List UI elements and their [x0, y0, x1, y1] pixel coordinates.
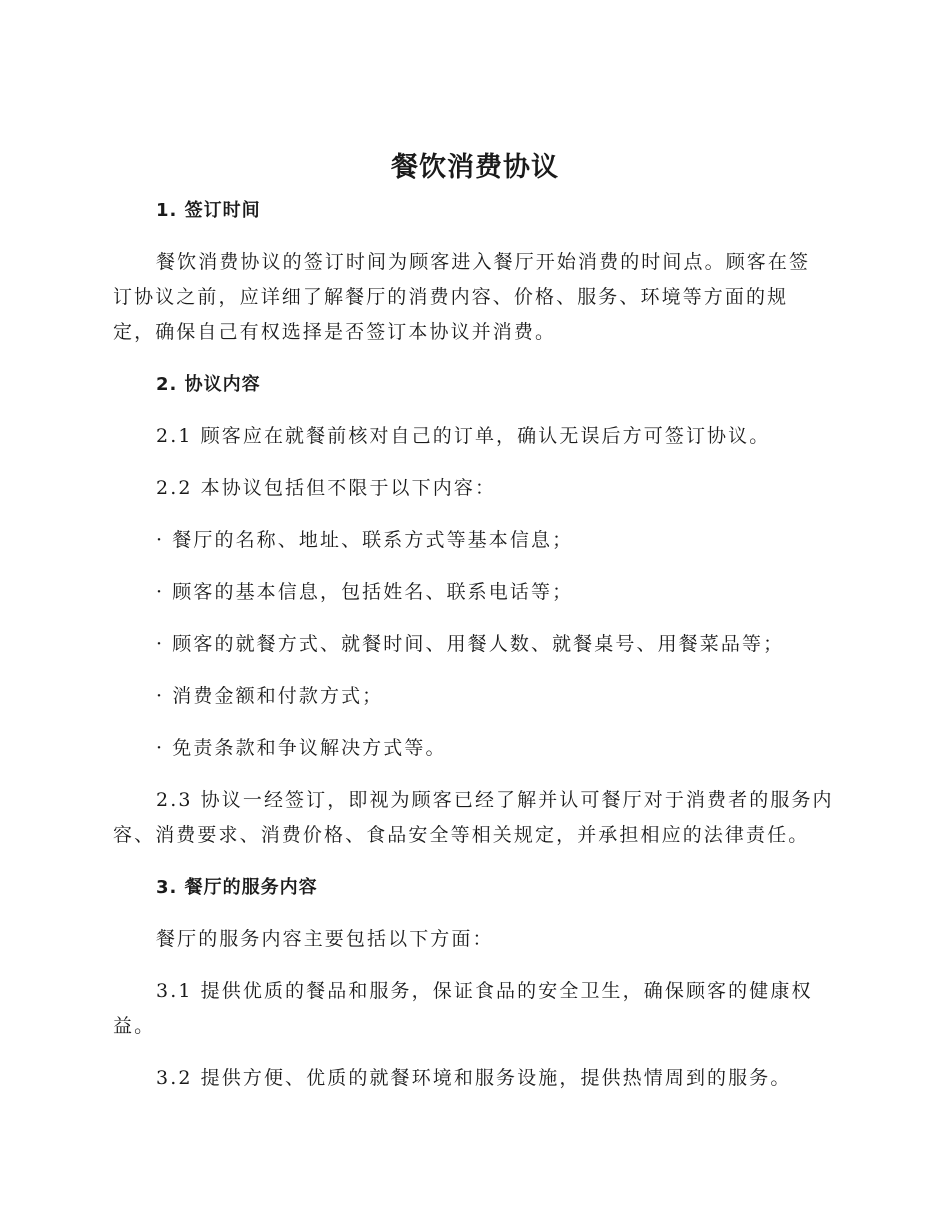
list-item: · 顾客的就餐方式、就餐时间、用餐人数、就餐桌号、用餐菜品等； [156, 633, 785, 655]
clause-3-1: 3.1 提供优质的餐品和服务，保证食品的安全卫生，确保顾客的健康权 [156, 980, 813, 1002]
list-item: · 餐厅的名称、地址、联系方式等基本信息； [156, 529, 574, 551]
clause-2-2: 2.2 本协议包括但不限于以下内容： [156, 477, 497, 499]
list-item: · 消费金额和付款方式； [156, 685, 384, 707]
list-item: · 免责条款和争议解决方式等。 [156, 737, 447, 759]
section-heading-2: 2. 协议内容 [156, 374, 261, 395]
document-body [113, 193, 838, 1096]
paragraph-line: 定，确保自己有权选择是否签订本协议并消费。 [113, 321, 557, 343]
clause-2-3-continued: 容、消费要求、消费价格、食品安全等相关规定，并承担相应的法律责任。 [113, 824, 810, 846]
section-heading-3: 3. 餐厅的服务内容 [156, 877, 318, 898]
list-item: · 顾客的基本信息，包括姓名、联系电话等； [156, 581, 574, 603]
document-title: 餐饮消费协议 [391, 152, 559, 183]
clause-2-1: 2.1 顾客应在就餐前核对自己的订单，确认无误后方可签订协议。 [156, 425, 771, 447]
clause-3-2: 3.2 提供方便、优质的就餐环境和服务设施，提供热情周到的服务。 [156, 1067, 792, 1089]
clause-2-3: 2.3 协议一经签订，即视为顾客已经了解并认可餐厅对于消费者的服务内 [156, 789, 834, 811]
paragraph-line: 订协议之前，应详细了解餐厅的消费内容、价格、服务、环境等方面的规 [113, 286, 789, 308]
section-3-intro: 餐厅的服务内容主要包括以下方面： [156, 928, 494, 950]
paragraph-line: 餐饮消费协议的签订时间为顾客进入餐厅开始消费的时间点。顾客在签 [156, 251, 811, 273]
clause-3-1-continued: 益。 [113, 1015, 156, 1037]
section-heading-1: 1. 签订时间 [156, 200, 261, 221]
